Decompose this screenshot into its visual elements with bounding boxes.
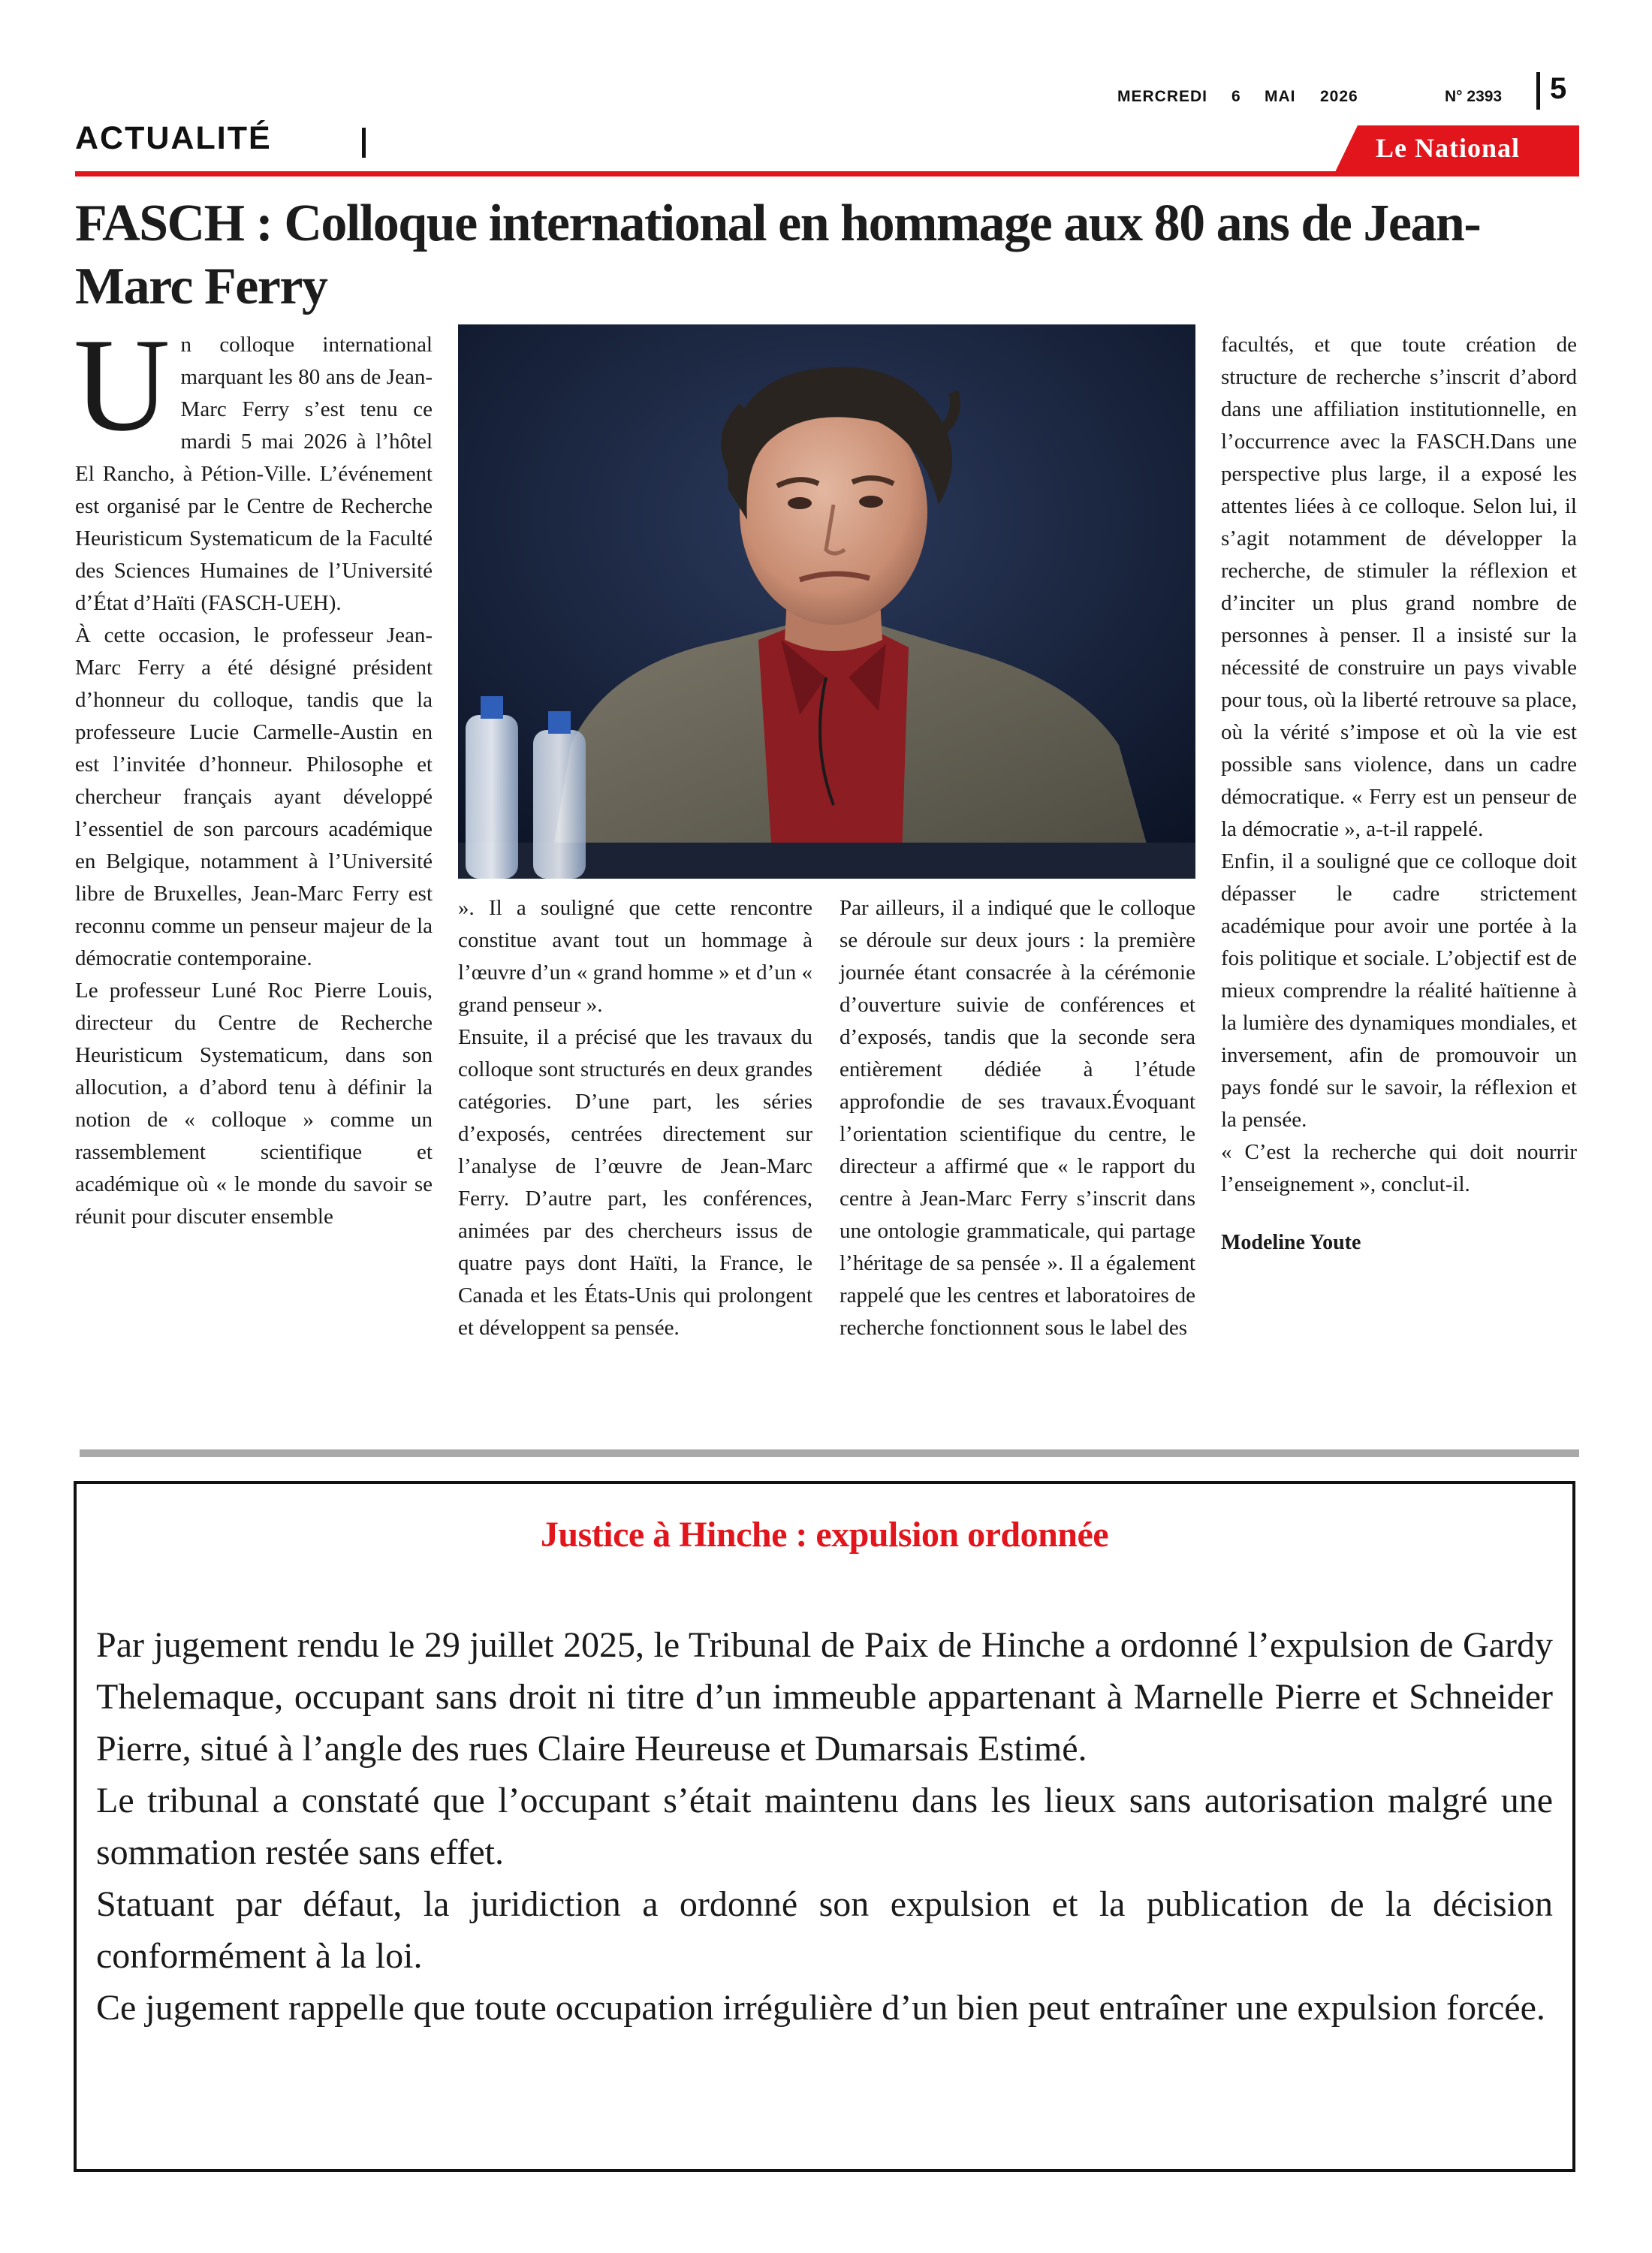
article-paragraph: Le professeur Luné Roc Pierre Louis, directeur du Centre de Recherche Heuristicum Systematicum, dans son allocution, a d’abord tenu à définir la notion de « colloque » comme un rassemblement scientifique et académique où « le monde du savoir se réunit pour discuter ensemble bbox=[75, 979, 433, 1229]
article-paragraph: Enfin, il a souligné que ce colloque doit dépasser le cadre strictement académique pour avoir une portée à la fois politique et sociale. L’objectif est de mieux comprendre la réalité haïtienne à la lumière des dynamiques mondiales, et inversement, afin de promouvoir un pays fondé sur le savoir, la réflexion et la pensée. bbox=[1221, 849, 1577, 1132]
article-paragraph: ». Il a souligné que cette rencontre constitue avant tout un hommage à l’œuvre d’un « grand homme » et d’un « grand penseur ». bbox=[458, 896, 812, 1017]
article-column-2 bbox=[458, 892, 812, 1344]
article-paragraph bbox=[74, 310, 433, 620]
notice-body bbox=[96, 1619, 1553, 2034]
drop-cap: U bbox=[74, 310, 170, 459]
notice-paragraph: Ce jugement rappelle que toute occupation irrégulière d’un bien peut entraîner une expulsion forcée. bbox=[96, 1988, 1545, 2028]
article-column-4 bbox=[1221, 329, 1577, 1259]
section-divider bbox=[362, 128, 366, 158]
notice-paragraph: Le tribunal a constaté que l’occupant s’était maintenu dans les lieux sans autorisation malgré une sommation restée sans effet. bbox=[96, 1781, 1553, 1872]
notice-paragraph: Statuant par défaut, la juridiction a ordonné son expulsion et la publication de la décision conformément à la loi. bbox=[96, 1884, 1553, 1976]
article-paragraph: Ensuite, il a précisé que les travaux du colloque sont structurés en deux grandes catégories. D’une part, les séries d’exposés, centrées directement sur l’analyse de l’œuvre de Jean-Marc Ferry. D’autre part, les conférences, animées par des chercheurs issus de quatre pays dont Haïti, la France, le Canada et les États-Unis qui prolongent et développent sa pensée. bbox=[458, 1025, 812, 1340]
article-paragraph: Par ailleurs, il a indiqué que le colloque se déroule sur deux jours : la première journée étant consacrée à la cérémonie d’ouverture suivie de conférences et d’exposés, tandis que la seconde sera entièrement dédiée à l’étude approfondie de ses travaux.Évoquant l’orientation scientifique du centre, le directeur a affirmé que « le rapport du centre à Jean-Marc Ferry s’inscrit dans une ontologie grammaticale, qui partage l’héritage de sa pensée ». Il a également rappelé que les centres et laboratoires de recherche fonctionnent sous le label des bbox=[840, 896, 1195, 1340]
article-headline: FASCH : Colloque international en hommage aux 80 ans de Jean-Marc Ferry bbox=[75, 195, 1481, 315]
article-photo bbox=[458, 324, 1195, 879]
section-separator bbox=[80, 1449, 1579, 1457]
article-paragraph: À cette occasion, le professeur Jean-Marc Ferry a été désigné président d’honneur du colloque, tandis que la professeure Lucie Carmelle-Austin en est l’invitée d’honneur. Philosophe et chercheur français ayant développé l’essentiel de son parcours académique en Belgique, notamment à l’Université libre de Bruxelles, Jean-Marc Ferry est reconnu comme un penseur majeur de la démocratie contemporaine. bbox=[75, 623, 433, 970]
article-byline: Modeline Youte bbox=[1221, 1231, 1361, 1254]
article-paragraph: « C’est la recherche qui doit nourrir l’enseignement », conclut-il. bbox=[1221, 1140, 1577, 1196]
article-column-3 bbox=[840, 892, 1195, 1344]
notice-paragraph: Par jugement rendu le 29 juillet 2025, le Tribunal de Paix de Hinche a ordonné l’expulsion de Gardy Thelemaque, occupant sans droit ni titre d’un immeuble appartenant à Marnelle Pierre et Schneider Pierre, situé à l’angle des rues Claire Heureuse et Dumarsais Estimé. bbox=[96, 1625, 1553, 1769]
notice-title: Justice à Hinche : expulsion ordonnée bbox=[540, 1515, 1109, 1555]
header-divider bbox=[1536, 72, 1540, 110]
issue-number: N° 2393 bbox=[1445, 88, 1503, 105]
date-month: MAI bbox=[1265, 88, 1296, 105]
section-label: ACTUALITÉ bbox=[75, 120, 272, 156]
article-column-1 bbox=[74, 310, 433, 1233]
article-paragraph: facultés, et que toute création de structure de recherche s’inscrit d’abord dans une affiliation institutionnelle, en l’occurrence avec la FASCH.Dans une perspective plus large, il a exposé les attentes liées à ce colloque. Selon lui, il s’agit notamment de développer la recherche, de stimuler la réflexion et d’inciter un plus grand nombre de personnes à penser. Il a insisté sur la nécessité de construire un pays vivable pour tous, où la liberté retrouve sa place, où la vérité s’impose et où la vie est possible sans violence, dans un cadre démocratique. « Ferry est un penseur de la démocratie », a-t-il rappelé. bbox=[1221, 333, 1577, 841]
date-year: 2026 bbox=[1320, 88, 1358, 105]
page-number: 5 bbox=[1550, 72, 1567, 105]
brand-name: Le National bbox=[1376, 133, 1521, 163]
header-rule bbox=[75, 171, 1579, 176]
date-number: 6 bbox=[1231, 88, 1241, 105]
date-day: MERCREDI bbox=[1117, 88, 1208, 105]
paragraph-text: n colloque international marquant les 80 ans de Jean-Marc Ferry s’est tenu ce mardi 5 mai 2026 à l’hôtel El Rancho, à Pétion-Ville. L’événement est organisé par le Centre de Recherche Heuristicum Systematicum de la Faculté des Sciences Humaines de l’Université d’État d’Haïti (FASCH-UEH). bbox=[75, 333, 433, 615]
